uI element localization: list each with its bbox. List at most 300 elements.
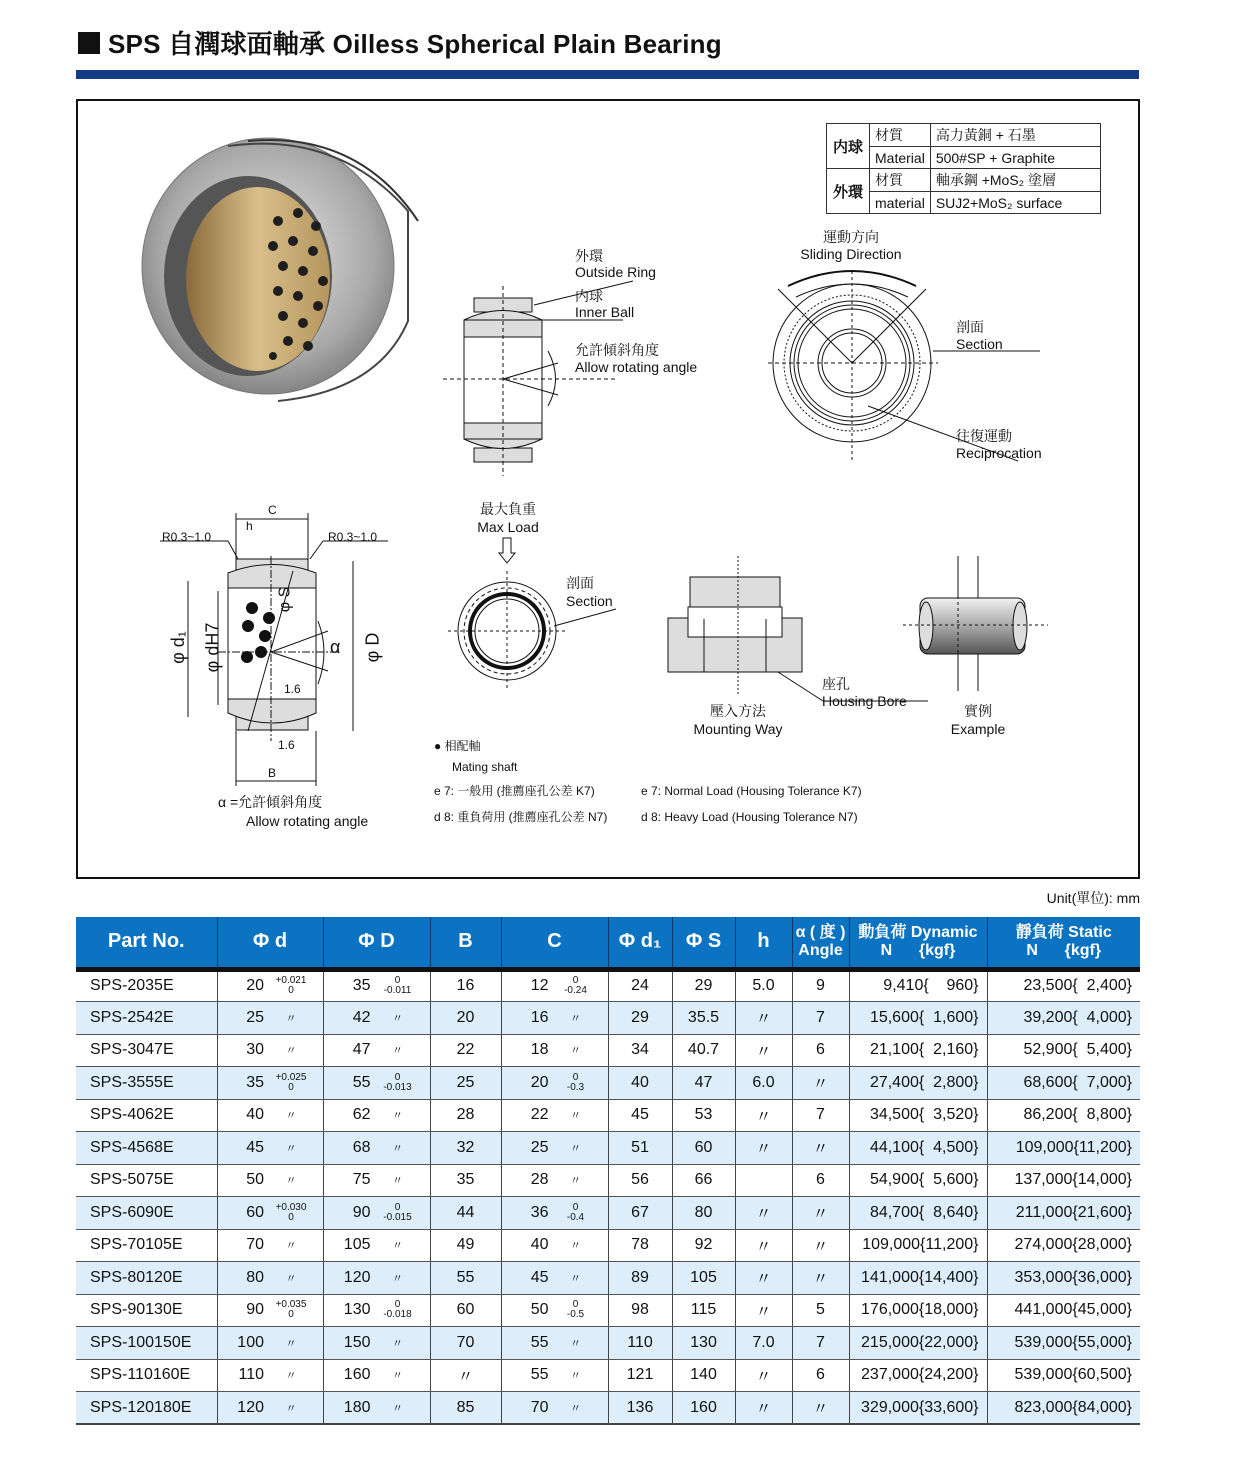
tolerance-lower: 0 [288,1309,294,1321]
ditto-mark: 〃 [285,1175,297,1188]
cell-d1: 34 [608,1034,672,1067]
col-header-C: C [501,917,608,969]
mating-shaft-label-zh: ● 相配軸 [434,739,481,753]
cell-h: 〃 [735,1099,792,1132]
angle-header-line1: α ( 度 ) [795,923,846,941]
cell-d-value: 45 [246,1138,264,1156]
cell-d [217,1002,323,1035]
cell-D [323,1002,430,1035]
cell-C-value: 36 [530,1203,549,1221]
cell-d [217,1067,323,1100]
cell-d [217,1294,323,1327]
cell-h: 〃 [735,1229,792,1262]
cell-D [323,1392,430,1425]
col-header-static [987,917,1140,969]
material-label: 材質 [870,124,931,147]
material-value: SUJ2+MoS₂ surface [930,192,1100,214]
cell-D-value: 180 [343,1398,371,1416]
section-label-en: Section [956,336,1003,352]
tolerance-upper: 0 [572,1299,579,1311]
cell-static-load: 52,900{ 5,400} [987,1034,1140,1067]
cell-C-value: 45 [530,1268,549,1286]
cell-d [217,969,323,1002]
cell-D-value: 120 [343,1268,371,1286]
cell-d-value: 80 [246,1268,264,1286]
col-header-h: h [735,917,792,969]
inner-ball-label-zh: 内球 [575,288,603,304]
cell-D-value: 75 [352,1171,371,1189]
table-row [76,1164,1140,1197]
bearing-photo [142,138,418,401]
cell-B: 25 [430,1067,501,1100]
cell-S: 160 [672,1392,735,1425]
cell-static-load: 86,200{ 8,800} [987,1099,1140,1132]
material-label: 材質 [870,169,931,192]
cell-angle: 〃 [792,1392,849,1425]
cell-dynamic-load: 34,500{ 3,520} [849,1099,987,1132]
material-label: Material [870,147,931,169]
tolerance-lower: -0.011 [383,985,412,997]
section2-label-en: Section [566,593,613,609]
cell-dynamic-load: 109,000{11,200} [849,1229,987,1262]
cell-C [501,1359,608,1392]
tolerance-lower: -0.24 [564,985,587,997]
part-number: SPS-80120E [76,1262,217,1295]
ditto-mark: 〃 [392,1337,403,1350]
tolerance-lower: -0.013 [383,1081,412,1093]
cell-C [501,1099,608,1132]
cell-D-value: 35 [352,977,371,995]
example-label-en: Example [950,721,1006,737]
ditto-mark: 〃 [392,1240,403,1253]
cell-d1: 98 [608,1294,672,1327]
page-title [78,24,722,61]
ditto-mark: 〃 [392,1045,403,1058]
cell-d1: 110 [608,1327,672,1360]
material-value: 高力黃銅 + 石墨 [930,124,1100,147]
table-row [76,1359,1140,1392]
cell-S: 66 [672,1164,735,1197]
d8-label-en: d 8: Heavy Load (Housing Tolerance N7) [641,810,858,824]
part-number: SPS-4568E [76,1132,217,1165]
dim-d1-label: φ d₁ [167,631,188,664]
mounting-label-zh: 壓入方法 [710,703,766,719]
cell-d1: 67 [608,1197,672,1230]
cell-h: 〃 [735,1132,792,1165]
table-row [76,1002,1140,1035]
cell-D-value: 42 [352,1008,371,1026]
cell-h: 〃 [735,1262,792,1295]
cell-C [501,969,608,1002]
cell-C [501,1197,608,1230]
ditto-mark: 〃 [285,1240,297,1253]
cell-h: 〃 [735,1359,792,1392]
cell-dynamic-load: 9,410{ 960} [849,969,987,1002]
part-number: SPS-120180E [76,1392,217,1425]
cell-dynamic-load: 215,000{22,000} [849,1327,987,1360]
cell-D-value: 90 [352,1203,371,1221]
ditto-mark: 〃 [570,1240,581,1253]
cell-d [217,1229,323,1262]
title-rule [76,70,1139,79]
cell-C [501,1262,608,1295]
tolerance-lower: 0 [288,1211,294,1223]
table-row [76,1099,1140,1132]
cell-C-value: 28 [530,1171,549,1189]
cell-angle: 〃 [792,1229,849,1262]
outside-ring-label-en: Outside Ring [575,264,656,280]
cell-h: 5.0 [735,969,792,1002]
ditto-mark: 〃 [285,1142,297,1155]
cell-C [501,1034,608,1067]
cell-D-value: 47 [352,1041,371,1059]
tolerance-lower: -0.018 [383,1309,412,1321]
part-number: SPS-2542E [76,1002,217,1035]
cell-D-value: 62 [352,1106,371,1124]
ditto-mark: 〃 [392,1175,403,1188]
table-row [76,1132,1140,1165]
cell-D-tolerance [377,1073,419,1093]
ditto-mark: 〃 [285,1110,297,1123]
cell-d1: 40 [608,1067,672,1100]
table-row [76,1197,1140,1230]
cell-S: 40.7 [672,1034,735,1067]
table-row [76,1392,1140,1425]
cell-d-value: 110 [238,1366,264,1384]
cell-static-load: 23,500{ 2,400} [987,969,1140,1002]
spec-table [76,917,1140,1425]
col-header-dynamic [849,917,987,969]
ditto-mark: 〃 [285,1337,297,1350]
cell-angle: 〃 [792,1132,849,1165]
part-number: SPS-6090E [76,1197,217,1230]
example-label-zh: 實例 [964,703,992,719]
cell-h: 〃 [735,1197,792,1230]
cell-angle: 7 [792,1099,849,1132]
ditto-mark: 〃 [392,1402,403,1415]
tolerance-upper: 0 [394,975,401,987]
ditto-mark: 〃 [285,1272,297,1285]
cell-D-tolerance [377,1203,419,1223]
ditto-mark: 〃 [285,1012,297,1025]
col-header-B: B [430,917,501,969]
cell-angle: 〃 [792,1197,849,1230]
material-value: 500#SP + Graphite [930,147,1100,169]
cell-S: 80 [672,1197,735,1230]
cell-d-value: 70 [246,1236,264,1254]
title-square-bullet [78,32,100,54]
cell-static-load: 539,000{55,000} [987,1327,1140,1360]
cell-C-value: 18 [530,1041,549,1059]
cell-D-value: 68 [352,1138,371,1156]
cell-static-load: 274,000{28,000} [987,1229,1140,1262]
tolerance-upper: +0.035 [275,1299,307,1311]
cell-d-value: 35 [246,1073,264,1091]
cell-angle: 6 [792,1359,849,1392]
tolerance-lower: 0 [288,985,294,997]
tolerance-upper: +0.021 [275,975,307,987]
ditto-mark: 〃 [285,1370,297,1383]
cell-S: 92 [672,1229,735,1262]
dim-S-label: φ S [276,586,294,613]
cell-d-tolerance [270,976,312,996]
section2-label-zh: 剖面 [566,575,594,591]
ditto-mark: 〃 [570,1370,581,1383]
inner-ball-label-en: Inner Ball [575,304,635,320]
cell-C [501,1294,608,1327]
cell-C-tolerance [555,1073,597,1093]
cell-static-load: 353,000{36,000} [987,1262,1140,1295]
ditto-mark: 〃 [392,1370,403,1383]
dimension-drawing [160,513,388,786]
tolerance-lower: -0.3 [566,1081,585,1093]
cell-B: 70 [430,1327,501,1360]
cell-C-value: 55 [530,1366,549,1384]
cell-angle: 6 [792,1164,849,1197]
e7-label-zh: e 7: 一般用 (推薦座孔公差 K7) [434,784,595,798]
ditto-mark: 〃 [392,1142,403,1155]
cell-static-load: 39,200{ 4,000} [987,1002,1140,1035]
cell-static-load: 68,600{ 7,000} [987,1067,1140,1100]
sliding-label-zh: 運動方向 [823,229,879,245]
cell-static-load: 823,000{84,000} [987,1392,1140,1425]
section-label-zh: 剖面 [956,319,984,335]
cell-d [217,1327,323,1360]
mounting-way-drawing [668,556,928,701]
cell-angle: 9 [792,969,849,1002]
cell-dynamic-load: 141,000{14,400} [849,1262,987,1295]
recip-label-en: Reciprocation [956,445,1042,461]
cell-h: 6.0 [735,1067,792,1100]
spec-table-body [76,969,1140,1424]
cell-B: 〃 [430,1359,501,1392]
cell-S: 105 [672,1262,735,1295]
cell-d1: 51 [608,1132,672,1165]
cell-D [323,1132,430,1165]
cell-C [501,1002,608,1035]
cell-D [323,1229,430,1262]
cell-C-value: 70 [530,1398,549,1416]
cell-D [323,1099,430,1132]
part-number: SPS-4062E [76,1099,217,1132]
tolerance-lower: 0 [288,1081,294,1093]
cell-D [323,1067,430,1100]
cell-d-value: 60 [246,1203,264,1221]
rot-angle-label-zh: 允許傾斜角度 [575,342,659,358]
sliding-label-en: Sliding Direction [800,246,902,262]
dim-c-label: C [268,503,277,517]
cell-h: 〃 [735,1002,792,1035]
tolerance-upper: +0.030 [275,1201,307,1213]
cell-C-tolerance [555,1300,597,1320]
cell-C-value: 16 [530,1008,549,1026]
cell-dynamic-load: 54,900{ 5,600} [849,1164,987,1197]
part-number: SPS-70105E [76,1229,217,1262]
roughness-label-2: 1.6 [278,738,295,752]
dim-alpha-label: α [330,637,341,657]
cell-h: 〃 [735,1392,792,1425]
cell-C [501,1392,608,1425]
cell-d [217,1164,323,1197]
table-row [76,1034,1140,1067]
cell-d [217,1132,323,1165]
col-header-S: Φ S [672,917,735,969]
cell-d [217,1099,323,1132]
recip-label-zh: 往復運動 [956,428,1012,444]
ditto-mark: 〃 [570,1045,581,1058]
outer-ring-group: 外環 [827,169,870,214]
rot-angle-label-en: Allow rotating angle [575,359,698,375]
ditto-mark: 〃 [570,1142,581,1155]
ditto-mark: 〃 [570,1272,581,1285]
cell-d1: 24 [608,969,672,1002]
cell-B: 20 [430,1002,501,1035]
table-row [76,969,1140,1002]
dim-B-label: B [268,766,277,780]
maxload-label-en: Max Load [477,519,539,535]
dim-dh7-label: φ dH7 [202,622,223,673]
cell-S: 35.5 [672,1002,735,1035]
cell-D-value: 160 [343,1366,371,1384]
max-load-drawing [448,538,616,691]
ditto-mark: 〃 [570,1110,581,1123]
tolerance-lower: -0.015 [383,1211,412,1223]
part-number: SPS-3555E [76,1067,217,1100]
part-number: SPS-90130E [76,1294,217,1327]
cell-d1: 78 [608,1229,672,1262]
cell-static-load: 211,000{21,600} [987,1197,1140,1230]
cell-h: 〃 [735,1294,792,1327]
tolerance-upper: +0.025 [275,1071,307,1083]
mounting-label-en: Mounting Way [693,721,783,737]
static-header-line1: 靜負荷 Static [1015,923,1112,941]
cell-dynamic-load: 329,000{33,600} [849,1392,987,1425]
table-row [76,1294,1140,1327]
tolerance-upper: 0 [394,1071,401,1083]
cell-B: 44 [430,1197,501,1230]
cell-d1: 121 [608,1359,672,1392]
cell-dynamic-load: 84,700{ 8,640} [849,1197,987,1230]
cell-d1: 89 [608,1262,672,1295]
unit-label: Unit(單位): mm [1046,890,1140,906]
ditto-mark: 〃 [392,1012,403,1025]
cell-C-value: 50 [530,1301,549,1319]
cell-d-tolerance [270,1073,312,1093]
tolerance-lower: -0.4 [566,1211,585,1223]
cell-h: 7.0 [735,1327,792,1360]
cell-d-value: 20 [246,977,264,995]
col-header-angle [792,917,849,969]
col-header-D: Φ D [323,917,430,969]
cell-angle: 〃 [792,1067,849,1100]
cell-dynamic-load: 237,000{24,200} [849,1359,987,1392]
cell-angle: 7 [792,1002,849,1035]
figure-panel [76,99,1140,879]
part-number: SPS-110160E [76,1359,217,1392]
cell-C-value: 22 [530,1106,549,1124]
cell-B: 55 [430,1262,501,1295]
cell-d-value: 100 [237,1333,264,1351]
cell-D [323,1327,430,1360]
cell-h [735,1164,792,1197]
cell-B: 32 [430,1132,501,1165]
table-row [76,1229,1140,1262]
col-header-d1: Φ d₁ [608,917,672,969]
cell-S: 53 [672,1099,735,1132]
col-header-d: Φ d [217,917,323,969]
cell-static-load: 137,000{14,000} [987,1164,1140,1197]
cell-d1: 29 [608,1002,672,1035]
cell-dynamic-load: 15,600{ 1,600} [849,1002,987,1035]
ditto-mark: 〃 [392,1110,403,1123]
cell-D-value: 130 [343,1301,371,1319]
col-header-part: Part No. [76,917,217,969]
cell-D [323,1294,430,1327]
cell-d-tolerance [270,1203,312,1223]
cell-C-tolerance [555,976,597,996]
alpha-def-label-en: Allow rotating angle [246,813,369,829]
part-number: SPS-100150E [76,1327,217,1360]
cell-C [501,1164,608,1197]
radius-right-label: R0.3~1.0 [328,530,378,544]
cell-S: 60 [672,1132,735,1165]
cell-B: 35 [430,1164,501,1197]
cell-d [217,1392,323,1425]
cell-S: 140 [672,1359,735,1392]
cell-d-value: 25 [246,1008,264,1026]
cell-C-value: 25 [530,1138,549,1156]
radius-left-label: R0.3~1.0 [162,530,212,544]
cell-d-value: 40 [246,1106,264,1124]
alpha-def-label-zh: α =允許傾斜角度 [218,794,323,810]
tolerance-upper: 0 [572,1201,579,1213]
table-row [76,1327,1140,1360]
dim-D-label: φ D [362,632,383,663]
outside-ring-label-zh: 外環 [575,248,603,264]
cell-d [217,1359,323,1392]
cell-D-value: 55 [352,1073,371,1091]
cell-dynamic-load: 44,100{ 4,500} [849,1132,987,1165]
spec-header-row [76,917,1140,969]
cell-d [217,1262,323,1295]
example-drawing [903,556,1048,691]
cell-h: 〃 [735,1034,792,1067]
cell-D [323,1034,430,1067]
table-row [76,1067,1140,1100]
cell-C-value: 55 [530,1333,549,1351]
cell-d1: 56 [608,1164,672,1197]
ditto-mark: 〃 [570,1337,581,1350]
mating-shaft-label-en: Mating shaft [452,760,518,774]
tolerance-upper: 0 [572,1071,579,1083]
technical-drawings [78,101,1138,877]
inner-ball-group: 内球 [827,124,870,169]
dim-h-label: h [246,519,253,533]
cell-d-value: 50 [246,1171,264,1189]
angle-header-line2: Angle [798,941,843,959]
cell-dynamic-load: 27,400{ 2,800} [849,1067,987,1100]
cell-static-load: 441,000{45,000} [987,1294,1140,1327]
tolerance-upper: 0 [394,1299,401,1311]
tolerance-upper: 0 [572,975,579,987]
cell-C-value: 40 [530,1236,549,1254]
material-value: 軸承鋼 +MoS₂ 塗層 [930,169,1100,192]
cell-D [323,1197,430,1230]
cell-B: 60 [430,1294,501,1327]
cell-S: 29 [672,969,735,1002]
cell-C-tolerance [555,1203,597,1223]
cell-B: 22 [430,1034,501,1067]
